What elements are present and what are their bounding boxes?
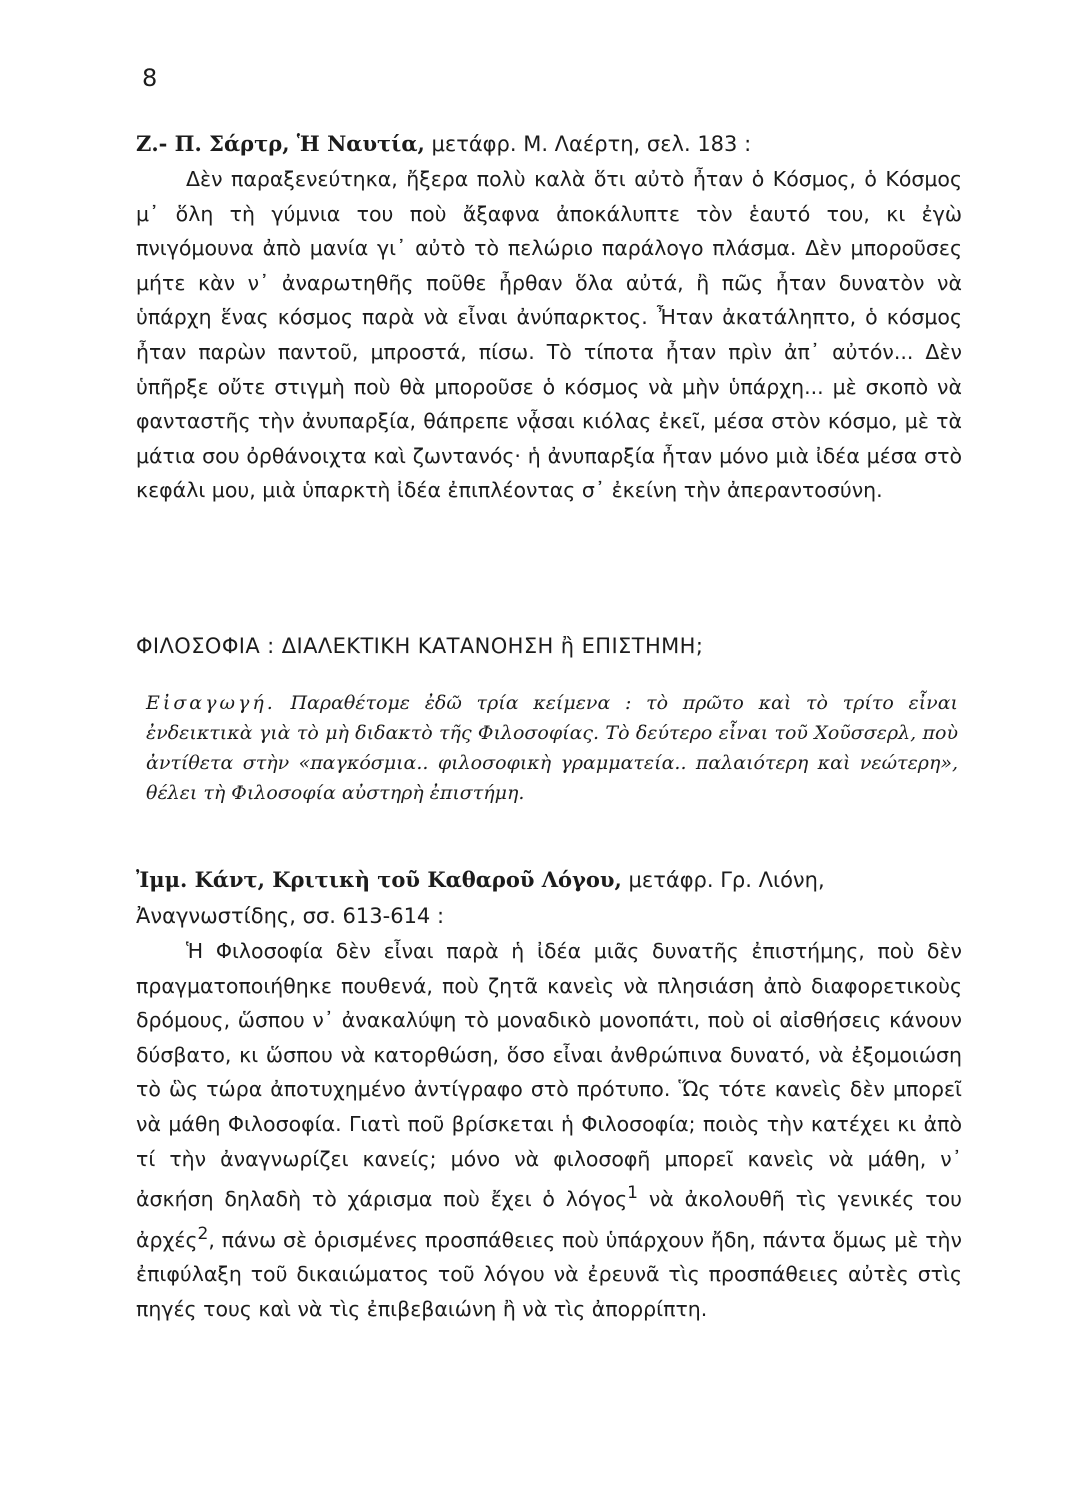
kant-citation: μετάφρ. Γρ. Λιόνη, Ἀναγνωστίδης, σσ. 613-614 : (136, 868, 825, 928)
kant-quote (136, 934, 962, 1326)
kant-quote-part-2: νὰ ἀκολουθῆ τὶς γενικές του ἀρχές (136, 1186, 962, 1252)
introduction-text (146, 688, 958, 808)
kant-quote-part-1: Ἡ Φιλοσοφία δὲν εἶναι παρὰ ἡ ἰδέα μιᾶς δυνατῆς ἐπιστήμης, ποὺ δὲν πραγματοποιήθηκε πουθενά, ποὺ ζητᾶ κανεὶς νὰ πλησιάση ἀπὸ διαφορετικοὺς δρόμους, ὥσπου ν᾽ ἀνακαλύψη τὸ μοναδικὸ μονοπάτι, ποὺ οἱ αἰσθήσεις κάνουν δύσβατο, κι ὥσπου νὰ κατορθώση, ὅσο εἶναι ἀνθρώπινα δυνατό, νὰ ἐξομοιώση τὸ ὣς τώρα ἀποτυχημένο ἀντίγραφο στὸ πρότυπο. Ὥς τότε κανεὶς δὲν μπορεῖ νὰ μάθη Φιλοσοφία. Γιατὶ ποῦ βρίσκεται ἡ Φιλοσοφία; ποιὸς τὴν κατέχει κι ἀπὸ τί τὴν ἀναγνωρίζει κανείς; μόνο νὰ φιλοσοφῆ μπορεῖ κανεὶς νὰ μάθη, ν᾽ ἀσκήση δηλαδὴ τὸ χάρισμα ποὺ ἔχει ὁ λόγος (136, 939, 962, 1211)
page-number: 8 (142, 64, 158, 92)
sartre-excerpt (136, 126, 962, 508)
footnote-marker-2: 2 (197, 1223, 209, 1244)
section-heading: ΦΙΛΟΣΟΦΙΑ : ΔΙΑΛΕΚΤΙΚΗ ΚΑΤΑΝΟΗΣΗ ἢ ΕΠΙΣΤΗΜΗ; (136, 634, 704, 658)
sartre-quote: Δὲν παραξενεύτηκα, ἤξερα πολὺ καλὰ ὅτι αὐτὸ ἦταν ὁ Κόσμος, ὁ Κόσμος μ᾽ ὅλη τὴ γύμνια του ποὺ ἄξαφνα ἀποκάλυπτε τὸν ἑαυτό του, κι ἐγὼ πνιγόμουνα ἀπὸ μανία γι᾽ αὐτὸ τὸ πελώριο παράλογο πλάσμα. Δὲν μποροῦσες μήτε κὰν ν᾽ ἀναρωτηθῆς ποῦθε ἦρθαν ὅλα αὐτά, ἢ πῶς ἦταν δυνατὸν νὰ ὑπάρχη ἕνας κόσμος παρὰ νὰ εἶναι ἀνύπαρκτος. Ἦταν ἀκατάληπτο, ὁ κόσμος ἦταν παρὼν παντοῦ, μπροστά, πίσω. Τὸ τίποτα ἦταν πρὶν ἀπ᾽ αὐτόν... Δὲν ὑπῆρξε οὔτε στιγμὴ ποὺ θὰ μποροῦσε ὁ κόσμος νὰ μὴν ὑπάρχη... μὲ σκοπὸ νὰ φανταστῆς τὴν ἀνυπαρξία, θάπρεπε νᾆσαι κιόλας ἐκεῖ, μέσα στὸν κόσμο, μὲ τὰ μάτια σου ὀρθάνοιχτα καὶ ζωντανός· ἡ ἀνυπαρξία ἦταν μόνο μιὰ ἰδέα μέσα στὸ κεφάλι μου, μιὰ ὑπαρκτὴ ἰδέα ἐπιπλέοντας σ᾽ ἐκείνη τὴν ἀπεραντοσύνη. (136, 167, 962, 503)
kant-author-title: Ἰμμ. Κάντ, Κριτικὴ τοῦ Καθαροῦ Λόγου, (136, 867, 622, 892)
introduction-body: Παραθέτομε ἐδῶ τρία κείμενα : τὸ πρῶτο καὶ τὸ τρίτο εἶναι ἐνδεικτικὰ γιὰ τὸ μὴ διδακτὸ τῆς Φιλοσοφίας. Τὸ δεύτερο εἶναι τοῦ Χοῦσσερλ, ποὺ ἀντίθετα στὴν «παγκόσμια.. φιλοσοφικὴ γραμματεία.. παλαιότερη καὶ νεώτερη», θέλει τὴ Φιλοσοφία αὐστηρὴ ἐπιστήμη. (146, 692, 958, 804)
kant-excerpt (136, 862, 962, 1326)
footnote-marker-1: 1 (627, 1183, 639, 1204)
kant-quote-part-3: , πάνω σὲ ὁρισμένες προσπάθειες ποὺ ὑπάρχουν ἤδη, πάντα ὅμως μὲ τὴν ἐπιφύλαξη τοῦ δικαιώματος τοῦ λόγου νὰ ἐρευνᾶ τὶς προσπάθειες αὐτὲς στὶς πηγές τους καὶ νὰ τὶς ἐπιβεβαιώνη ἢ νὰ τὶς ἀπορρίπτη. (136, 1227, 962, 1321)
sartre-author-title: Ζ.- Π. Σάρτρ, Ἡ Ναυτία, (136, 131, 425, 156)
introduction-lead: Εἰσαγωγή. (146, 692, 276, 714)
introduction (136, 688, 962, 808)
sartre-reference (136, 126, 962, 162)
sartre-citation: μετάφρ. Μ. Λαέρτη, σελ. 183 : (431, 132, 752, 156)
kant-reference (136, 862, 962, 934)
